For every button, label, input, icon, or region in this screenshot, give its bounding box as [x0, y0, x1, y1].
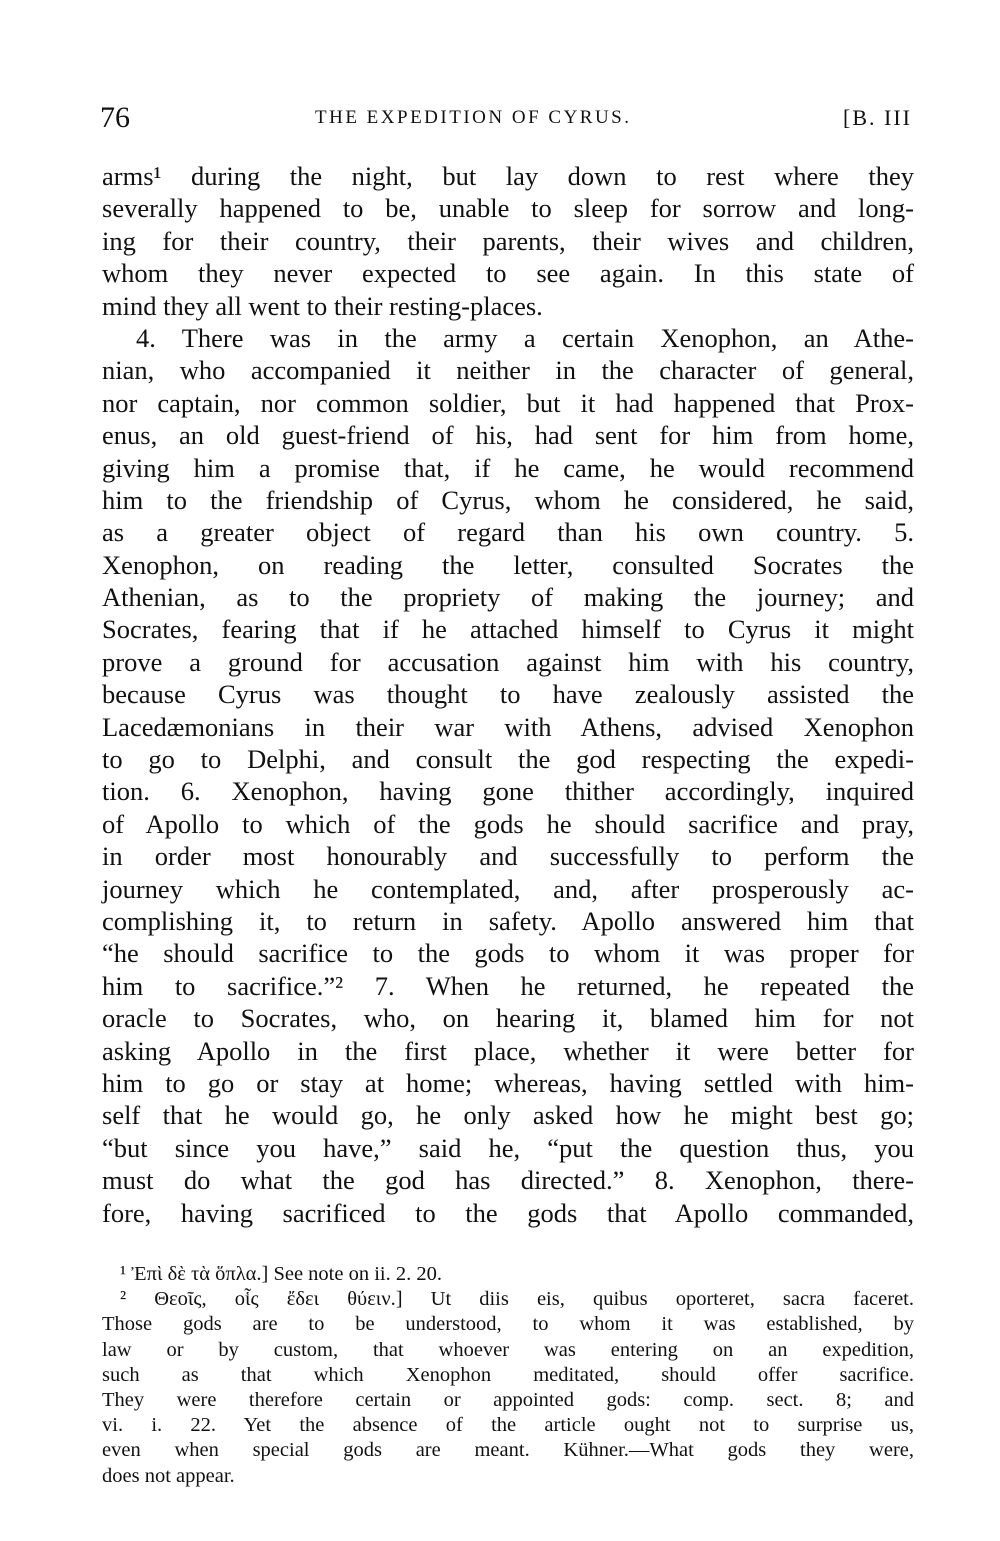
footnote-line: ¹ Ἐπὶ δὲ τὰ ὅπλα.] See note on ii. 2. 20. — [120, 1263, 442, 1285]
text-line: fore, having sacrificed to the gods that Apollo commanded, — [102, 1197, 914, 1228]
text-line: must do what the god has directed.” 8. Xenophon, there- — [102, 1165, 914, 1196]
text-line: “he should sacrifice to the gods to whom it was proper for — [102, 938, 914, 969]
text-line: in order most honourably and successfully to perform the — [102, 841, 914, 872]
page-number: 76 — [100, 101, 130, 134]
text-line: self that he would go, he only asked how he might best go; — [102, 1100, 914, 1131]
text-line: journey which he contemplated, and, after prosperously ac- — [102, 873, 914, 904]
text-line: him to sacrifice.”² 7. When he returned, he repeated the — [102, 970, 914, 1001]
text-line: giving him a promise that, if he came, he would recommend — [102, 452, 914, 483]
footnote-line: such as that which Xenophon meditated, should offer sacrifice. — [102, 1363, 914, 1386]
text-line: severally happened to be, unable to sleep for sorrow and long- — [102, 193, 914, 224]
text-line: Socrates, fearing that if he attached himself to Cyrus it might — [102, 614, 914, 645]
text-line: oracle to Socrates, who, on hearing it, blamed him for not — [102, 1003, 914, 1034]
text-line: him to the friendship of Cyrus, whom he considered, he said, — [102, 484, 914, 515]
text-line: of Apollo to which of the gods he should sacrifice and pray, — [102, 808, 914, 839]
footnote-line: Those gods are to be understood, to whom it was established, by — [102, 1313, 914, 1336]
footnote-line: ² Θεοῖς, οἷς ἔδει θύειν.] Ut diis eis, quibus oporteret, sacra faceret. — [120, 1288, 914, 1311]
text-line: mind they all went to their resting-places. — [102, 290, 543, 321]
running-title: THE EXPEDITION OF CYRUS. — [315, 107, 632, 128]
book-reference: [B. III — [843, 105, 912, 130]
text-line: asking Apollo in the first place, whether it were better for — [102, 1035, 914, 1066]
text-line: tion. 6. Xenophon, having gone thither accordingly, inquired — [102, 776, 914, 807]
text-line: enus, an old guest-friend of his, had sent for him from home, — [102, 420, 914, 451]
text-line: as a greater object of regard than his own country. 5. — [102, 517, 914, 548]
text-line: nian, who accompanied it neither in the character of general, — [102, 355, 914, 386]
text-line: 4. There was in the army a certain Xenophon, an Athe- — [136, 322, 914, 353]
footnote-line: even when special gods are meant. Kühner.—What gods they were, — [102, 1439, 914, 1462]
text-line: because Cyrus was thought to have zealously assisted the — [102, 679, 914, 710]
footnote-line: does not appear. — [102, 1464, 235, 1487]
text-line: ing for their country, their parents, their wives and children, — [102, 225, 914, 256]
text-line: Xenophon, on reading the letter, consulted Socrates the — [102, 549, 914, 580]
text-line: “but since you have,” said he, “put the question thus, you — [102, 1132, 914, 1163]
text-line: arms¹ during the night, but lay down to rest where they — [102, 161, 914, 191]
footnote-line: They were therefore certain or appointed gods: comp. sect. 8; and — [102, 1388, 914, 1411]
body-text — [102, 160, 914, 1229]
text-line: nor captain, nor common soldier, but it had happened that Prox- — [102, 387, 914, 418]
text-line: whom they never expected to see again. In this state of — [102, 258, 914, 289]
text-line: prove a ground for accusation against him with his country, — [102, 646, 914, 677]
text-line: Athenian, as to the propriety of making the journey; and — [102, 582, 914, 613]
text-line: him to go or stay at home; whereas, having settled with him- — [102, 1067, 914, 1098]
text-line: to go to Delphi, and consult the god respecting the expedi- — [102, 744, 914, 775]
text-line: complishing it, to return in safety. Apollo answered him that — [102, 905, 914, 936]
page-header — [100, 98, 912, 138]
footnote-line: law or by custom, that whoever was entering on an expedition, — [102, 1338, 914, 1361]
text-line: Lacedæmonians in their war with Athens, advised Xenophon — [102, 711, 914, 742]
footnote-line: vi. i. 22. Yet the absence of the article ought not to surprise us, — [102, 1414, 914, 1437]
footnotes — [102, 1262, 914, 1489]
